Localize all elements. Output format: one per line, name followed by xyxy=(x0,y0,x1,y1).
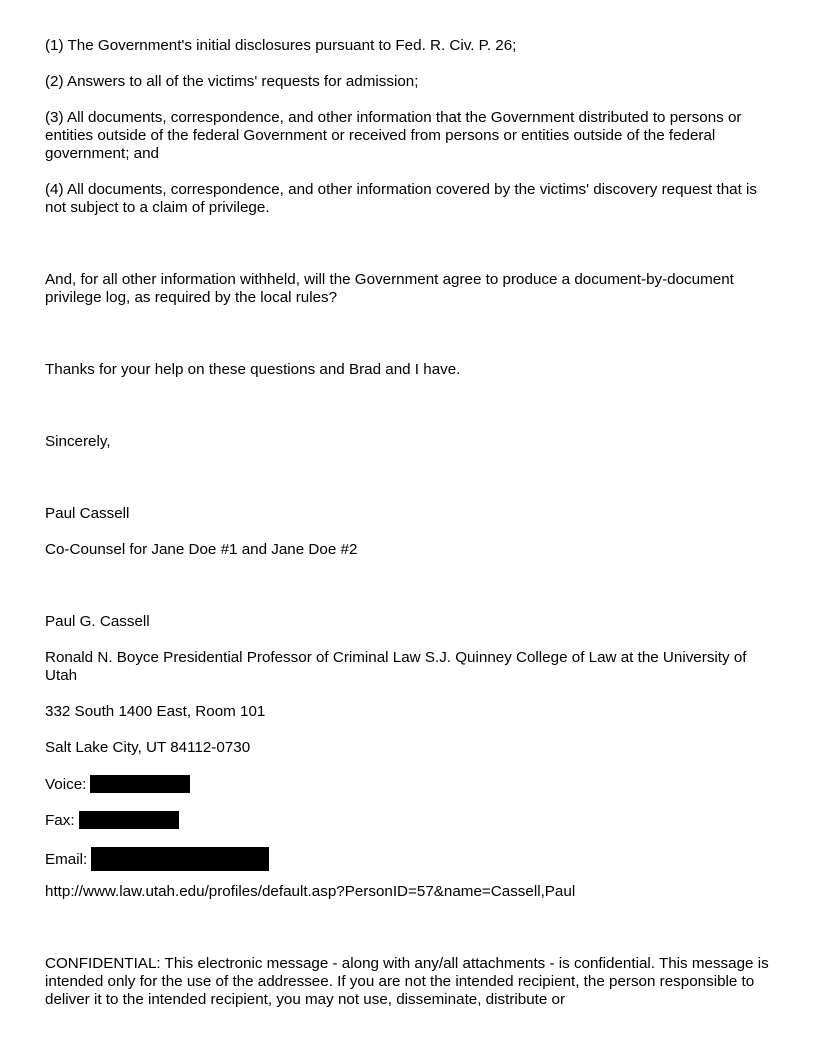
request-item-1: (1) The Government's initial disclosures pursuant to Fed. R. Civ. P. 26; xyxy=(45,37,517,54)
sender-role: Co-Counsel for Jane Doe #1 and Jane Doe #2 xyxy=(45,541,358,558)
voice-line xyxy=(45,775,780,794)
profile-url[interactable]: http://www.law.utah.edu/profiles/default.asp?PersonID=57&name=Cassell,Paul xyxy=(45,883,576,900)
request-item-4: (4) All documents, correspondence, and other information covered by the victims' discovery request that is not subject to a claim of privilege. xyxy=(45,181,757,216)
request-item-3: (3) All documents, correspondence, and other information that the Government distributed to persons or entities outside of the federal Government or received from persons or entities outside of the federal government; and xyxy=(45,109,742,162)
signature-address-2: Salt Lake City, UT 84112-0730 xyxy=(45,739,251,756)
signature-title: Ronald N. Boyce Presidential Professor of Criminal Law S.J. Quinney College of Law at the University of Utah xyxy=(45,649,747,684)
request-item-2: (2) Answers to all of the victims' requests for admission; xyxy=(45,73,419,90)
email-redaction xyxy=(91,847,269,871)
signature-address-1: 332 South 1400 East, Room 101 xyxy=(45,703,266,720)
voice-label: Voice: xyxy=(45,776,87,793)
sender-name: Paul Cassell xyxy=(45,505,130,522)
email-label: Email: xyxy=(45,851,88,868)
thanks-line: Thanks for your help on these questions and Brad and I have. xyxy=(45,361,461,378)
email-line xyxy=(45,847,780,871)
fax-label: Fax: xyxy=(45,812,75,829)
confidentiality-notice: CONFIDENTIAL: This electronic message - along with any/all attachments - is confidential. This message is intended only for the use of the addressee. If you are not the intended recipient, the person responsible to deliver it to the intended recipient, you may not use, disseminate, distribute or xyxy=(45,955,769,1008)
privilege-question: And, for all other information withheld, will the Government agree to produce a document-by-document privilege log, as required by the local rules? xyxy=(45,271,734,306)
fax-redaction xyxy=(79,811,179,829)
closing: Sincerely, xyxy=(45,433,111,450)
voice-redaction xyxy=(90,775,190,793)
fax-line xyxy=(45,811,780,830)
signature-name: Paul G. Cassell xyxy=(45,613,150,630)
